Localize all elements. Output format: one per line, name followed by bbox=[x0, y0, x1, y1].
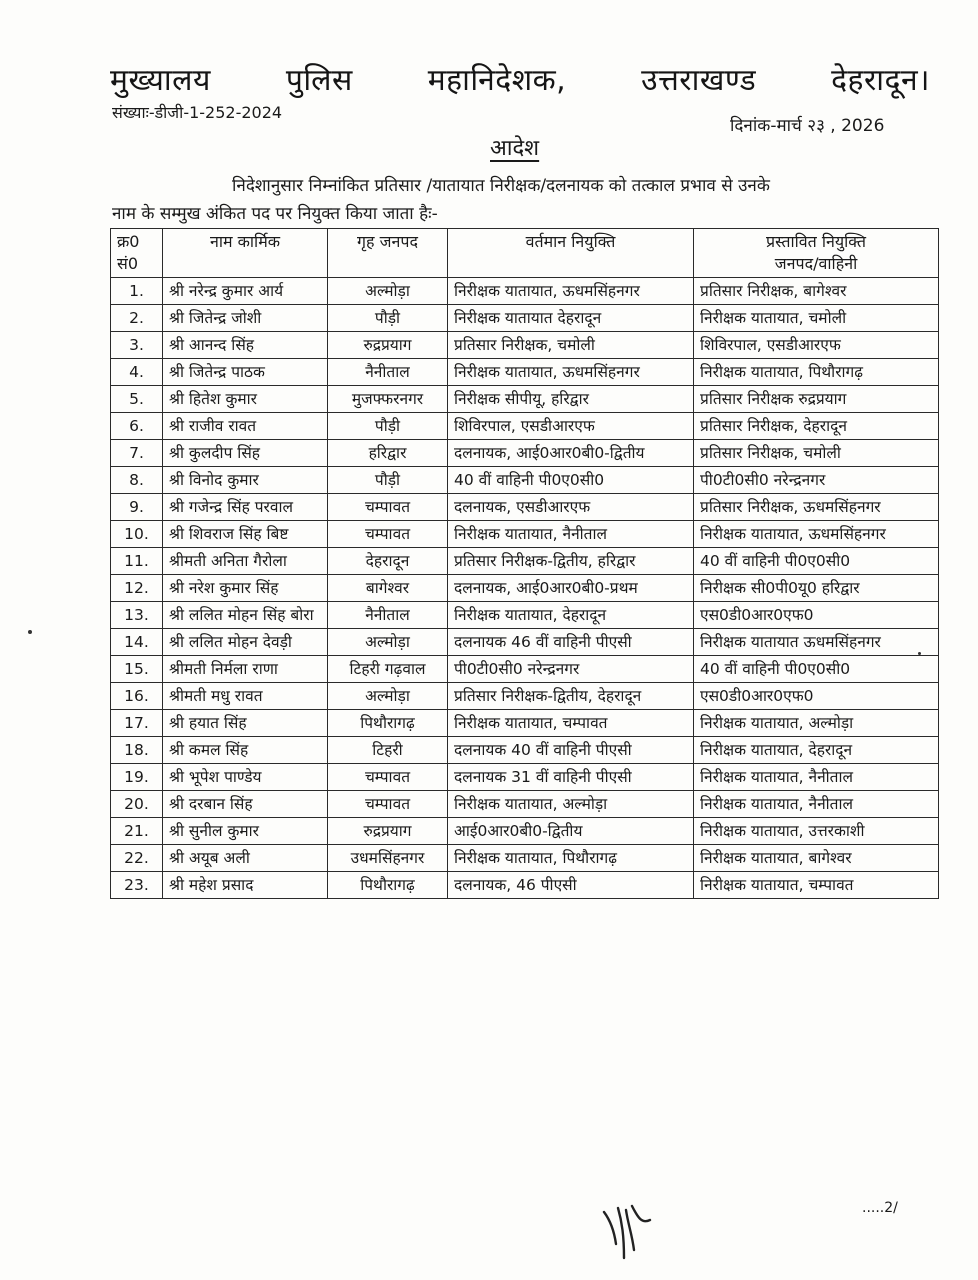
signature bbox=[598, 1200, 658, 1262]
name-cell: श्री हितेश कुमार bbox=[163, 386, 328, 413]
home-district-cell: चम्पावत bbox=[328, 494, 448, 521]
serial-cell: 15. bbox=[111, 656, 163, 683]
home-district-cell: पौड़ी bbox=[328, 413, 448, 440]
serial-cell: 7. bbox=[111, 440, 163, 467]
home-district-cell: चम्पावत bbox=[328, 791, 448, 818]
table-row bbox=[111, 764, 939, 791]
home-district-cell: रुद्रप्रयाग bbox=[328, 332, 448, 359]
current-posting-cell: निरीक्षक यातायात, नैनीताल bbox=[448, 521, 694, 548]
order-heading: आदेश bbox=[490, 136, 540, 161]
current-posting-cell: प्रतिसार निरीक्षक-द्वितीय, हरिद्वार bbox=[448, 548, 694, 575]
intro-line-2: नाम के सम्मुख अंकित पद पर नियुक्त किया जाता हैः- bbox=[112, 204, 438, 224]
proposed-posting-cell: निरीक्षक यातायात, देहरादून bbox=[694, 737, 939, 764]
serial-cell: 10. bbox=[111, 521, 163, 548]
header-word: पुलिस bbox=[285, 63, 353, 98]
table-row bbox=[111, 737, 939, 764]
name-cell: श्रीमती अनिता गैरोला bbox=[163, 548, 328, 575]
proposed-posting-cell: निरीक्षक यातायात, नैनीताल bbox=[694, 764, 939, 791]
serial-cell: 12. bbox=[111, 575, 163, 602]
proposed-posting-cell: निरीक्षक यातायात, ऊधमसिंहनगर bbox=[694, 521, 939, 548]
intro-paragraph bbox=[112, 172, 940, 228]
serial-cell: 14. bbox=[111, 629, 163, 656]
current-posting-cell: निरीक्षक यातायात, ऊधमसिंहनगर bbox=[448, 359, 694, 386]
home-district-cell: पिथौरागढ़ bbox=[328, 872, 448, 899]
serial-cell: 11. bbox=[111, 548, 163, 575]
name-cell: श्री अयूब अली bbox=[163, 845, 328, 872]
name-cell: श्री आनन्द सिंह bbox=[163, 332, 328, 359]
name-cell: श्री जितेन्द्र जोशी bbox=[163, 305, 328, 332]
current-posting-cell: पी0टी0सी0 नरेन्द्रनगर bbox=[448, 656, 694, 683]
current-posting-cell: निरीक्षक सीपीयू, हरिद्वार bbox=[448, 386, 694, 413]
table-row bbox=[111, 467, 939, 494]
serial-cell: 21. bbox=[111, 818, 163, 845]
name-cell: श्री शिवराज सिंह बिष्ट bbox=[163, 521, 328, 548]
name-cell: श्री हयात सिंह bbox=[163, 710, 328, 737]
proposed-posting-cell: निरीक्षक सी0पी0यू0 हरिद्वार bbox=[694, 575, 939, 602]
table-row bbox=[111, 710, 939, 737]
name-cell: श्री कुलदीप सिंह bbox=[163, 440, 328, 467]
name-cell: श्री जितेन्द्र पाठक bbox=[163, 359, 328, 386]
home-district-cell: अल्मोड़ा bbox=[328, 629, 448, 656]
name-cell: श्री भूपेश पाण्डेय bbox=[163, 764, 328, 791]
home-district-cell: उधमसिंहनगर bbox=[328, 845, 448, 872]
serial-cell: 5. bbox=[111, 386, 163, 413]
name-cell: श्री गजेन्द्र सिंह परवाल bbox=[163, 494, 328, 521]
header-title bbox=[110, 58, 930, 99]
col-header-home-district: गृह जनपद bbox=[328, 229, 448, 278]
proposed-posting-cell: निरीक्षक यातायात, नैनीताल bbox=[694, 791, 939, 818]
col-header-name: नाम कार्मिक bbox=[163, 229, 328, 278]
table-row bbox=[111, 278, 939, 305]
scan-speck bbox=[28, 630, 32, 634]
serial-cell: 4. bbox=[111, 359, 163, 386]
proposed-posting-cell: एस0डी0आर0एफ0 bbox=[694, 602, 939, 629]
table-row bbox=[111, 413, 939, 440]
table-row bbox=[111, 602, 939, 629]
table-row bbox=[111, 656, 939, 683]
proposed-posting-cell: निरीक्षक यातायात, उत्तरकाशी bbox=[694, 818, 939, 845]
name-cell: श्रीमती निर्मला राणा bbox=[163, 656, 328, 683]
proposed-posting-cell: निरीक्षक यातायात, चम्पावत bbox=[694, 872, 939, 899]
table-row bbox=[111, 845, 939, 872]
home-district-cell: नैनीताल bbox=[328, 359, 448, 386]
proposed-posting-cell: पी0टी0सी0 नरेन्द्रनगर bbox=[694, 467, 939, 494]
current-posting-cell: प्रतिसार निरीक्षक-द्वितीय, देहरादून bbox=[448, 683, 694, 710]
header-word: उत्तराखण्ड bbox=[641, 63, 757, 98]
intro-line-1: निदेशानुसार निम्नांकित प्रतिसार /यातायात निरीक्षक/दलनायक को तत्काल प्रभाव से उनके bbox=[232, 176, 770, 196]
table-row bbox=[111, 548, 939, 575]
home-district-cell: अल्मोड़ा bbox=[328, 683, 448, 710]
col-header-serial-line1: क्र0 bbox=[117, 232, 140, 251]
table-row bbox=[111, 629, 939, 656]
header-word: महानिदेशक, bbox=[427, 63, 567, 98]
home-district-cell: देहरादून bbox=[328, 548, 448, 575]
table-header-row bbox=[111, 229, 939, 278]
name-cell: श्री दरबान सिंह bbox=[163, 791, 328, 818]
reference-number: संख्याः-डीजी-1-252-2024 bbox=[112, 103, 283, 122]
col-header-proposed-posting bbox=[694, 229, 939, 278]
table-row bbox=[111, 872, 939, 899]
current-posting-cell: निरीक्षक यातायात, अल्मोड़ा bbox=[448, 791, 694, 818]
home-district-cell: रुद्रप्रयाग bbox=[328, 818, 448, 845]
table-row bbox=[111, 818, 939, 845]
name-cell: श्री कमल सिंह bbox=[163, 737, 328, 764]
home-district-cell: हरिद्वार bbox=[328, 440, 448, 467]
serial-cell: 2. bbox=[111, 305, 163, 332]
scan-speck bbox=[918, 652, 921, 655]
serial-cell: 8. bbox=[111, 467, 163, 494]
proposed-posting-cell: प्रतिसार निरीक्षक, ऊधमसिंहनगर bbox=[694, 494, 939, 521]
serial-cell: 19. bbox=[111, 764, 163, 791]
serial-cell: 9. bbox=[111, 494, 163, 521]
table-body bbox=[111, 278, 939, 899]
proposed-posting-cell: निरीक्षक यातायात, पिथौरागढ़ bbox=[694, 359, 939, 386]
serial-cell: 13. bbox=[111, 602, 163, 629]
home-district-cell: चम्पावत bbox=[328, 764, 448, 791]
col-header-proposed-line2: जनपद/वाहिनी bbox=[774, 254, 858, 273]
current-posting-cell: दलनायक, आई0आर0बी0-प्रथम bbox=[448, 575, 694, 602]
serial-cell: 20. bbox=[111, 791, 163, 818]
name-cell: श्री महेश प्रसाद bbox=[163, 872, 328, 899]
proposed-posting-cell: प्रतिसार निरीक्षक, बागेश्वर bbox=[694, 278, 939, 305]
serial-cell: 1. bbox=[111, 278, 163, 305]
home-district-cell: टिहरी गढ़वाल bbox=[328, 656, 448, 683]
proposed-posting-cell: 40 वीं वाहिनी पी0ए0सी0 bbox=[694, 656, 939, 683]
current-posting-cell: प्रतिसार निरीक्षक, चमोली bbox=[448, 332, 694, 359]
table-row bbox=[111, 386, 939, 413]
home-district-cell: बागेश्वर bbox=[328, 575, 448, 602]
header-word: देहरादून। bbox=[831, 63, 930, 98]
col-header-proposed-line1: प्रस्तावित नियुक्ति bbox=[766, 232, 866, 251]
table-row bbox=[111, 494, 939, 521]
proposed-posting-cell: निरीक्षक यातायात ऊधमसिंहनगर bbox=[694, 629, 939, 656]
home-district-cell: पिथौरागढ़ bbox=[328, 710, 448, 737]
name-cell: श्री ललित मोहन देवड़ी bbox=[163, 629, 328, 656]
col-header-serial-line2: सं0 bbox=[117, 254, 138, 273]
current-posting-cell: निरीक्षक यातायात, ऊधमसिंहनगर bbox=[448, 278, 694, 305]
name-cell: श्री ललित मोहन सिंह बोरा bbox=[163, 602, 328, 629]
home-district-cell: मुजफ्फरनगर bbox=[328, 386, 448, 413]
name-cell: श्री विनोद कुमार bbox=[163, 467, 328, 494]
name-cell: श्री सुनील कुमार bbox=[163, 818, 328, 845]
table-row bbox=[111, 575, 939, 602]
header-word: मुख्यालय bbox=[110, 63, 211, 98]
serial-cell: 17. bbox=[111, 710, 163, 737]
current-posting-cell: शिविरपाल, एसडीआरएफ bbox=[448, 413, 694, 440]
proposed-posting-cell: निरीक्षक यातायात, अल्मोड़ा bbox=[694, 710, 939, 737]
proposed-posting-cell: प्रतिसार निरीक्षक, चमोली bbox=[694, 440, 939, 467]
table-row bbox=[111, 683, 939, 710]
name-cell: श्रीमती मधु रावत bbox=[163, 683, 328, 710]
order-date: दिनांक-मार्च २३ , 2026 bbox=[730, 116, 885, 136]
current-posting-cell: 40 वीं वाहिनी पी0ए0सी0 bbox=[448, 467, 694, 494]
serial-cell: 6. bbox=[111, 413, 163, 440]
current-posting-cell: दलनायक 46 वीं वाहिनी पीएसी bbox=[448, 629, 694, 656]
current-posting-cell: निरीक्षक यातायात देहरादून bbox=[448, 305, 694, 332]
proposed-posting-cell: 40 वीं वाहिनी पी0ए0सी0 bbox=[694, 548, 939, 575]
home-district-cell: पौड़ी bbox=[328, 305, 448, 332]
current-posting-cell: दलनायक 40 वीं वाहिनी पीएसी bbox=[448, 737, 694, 764]
page-continuation: .....2/ bbox=[862, 1200, 898, 1216]
current-posting-cell: दलनायक 31 वीं वाहिनी पीएसी bbox=[448, 764, 694, 791]
table-row bbox=[111, 440, 939, 467]
name-cell: श्री नरेन्द्र कुमार आर्य bbox=[163, 278, 328, 305]
serial-cell: 16. bbox=[111, 683, 163, 710]
home-district-cell: चम्पावत bbox=[328, 521, 448, 548]
serial-cell: 3. bbox=[111, 332, 163, 359]
current-posting-cell: दलनायक, आई0आर0बी0-द्वितीय bbox=[448, 440, 694, 467]
name-cell: श्री राजीव रावत bbox=[163, 413, 328, 440]
current-posting-cell: आई0आर0बी0-द्वितीय bbox=[448, 818, 694, 845]
proposed-posting-cell: निरीक्षक यातायात, बागेश्वर bbox=[694, 845, 939, 872]
name-cell: श्री नरेश कुमार सिंह bbox=[163, 575, 328, 602]
serial-cell: 18. bbox=[111, 737, 163, 764]
current-posting-cell: निरीक्षक यातायात, पिथौरागढ़ bbox=[448, 845, 694, 872]
proposed-posting-cell: शिविरपाल, एसडीआरएफ bbox=[694, 332, 939, 359]
proposed-posting-cell: प्रतिसार निरीक्षक, देहरादून bbox=[694, 413, 939, 440]
home-district-cell: पौड़ी bbox=[328, 467, 448, 494]
proposed-posting-cell: प्रतिसार निरीक्षक रुद्रप्रयाग bbox=[694, 386, 939, 413]
col-header-serial bbox=[111, 229, 163, 278]
table-row bbox=[111, 791, 939, 818]
table-row bbox=[111, 359, 939, 386]
current-posting-cell: निरीक्षक यातायात, चम्पावत bbox=[448, 710, 694, 737]
col-header-current-posting: वर्तमान नियुक्ति bbox=[448, 229, 694, 278]
home-district-cell: टिहरी bbox=[328, 737, 448, 764]
posting-table bbox=[110, 228, 939, 899]
current-posting-cell: निरीक्षक यातायात, देहरादून bbox=[448, 602, 694, 629]
proposed-posting-cell: निरीक्षक यातायात, चमोली bbox=[694, 305, 939, 332]
table-row bbox=[111, 305, 939, 332]
proposed-posting-cell: एस0डी0आर0एफ0 bbox=[694, 683, 939, 710]
serial-cell: 22. bbox=[111, 845, 163, 872]
table-row bbox=[111, 332, 939, 359]
serial-cell: 23. bbox=[111, 872, 163, 899]
table-row bbox=[111, 521, 939, 548]
current-posting-cell: दलनायक, 46 पीएसी bbox=[448, 872, 694, 899]
current-posting-cell: दलनायक, एसडीआरएफ bbox=[448, 494, 694, 521]
home-district-cell: अल्मोड़ा bbox=[328, 278, 448, 305]
home-district-cell: नैनीताल bbox=[328, 602, 448, 629]
